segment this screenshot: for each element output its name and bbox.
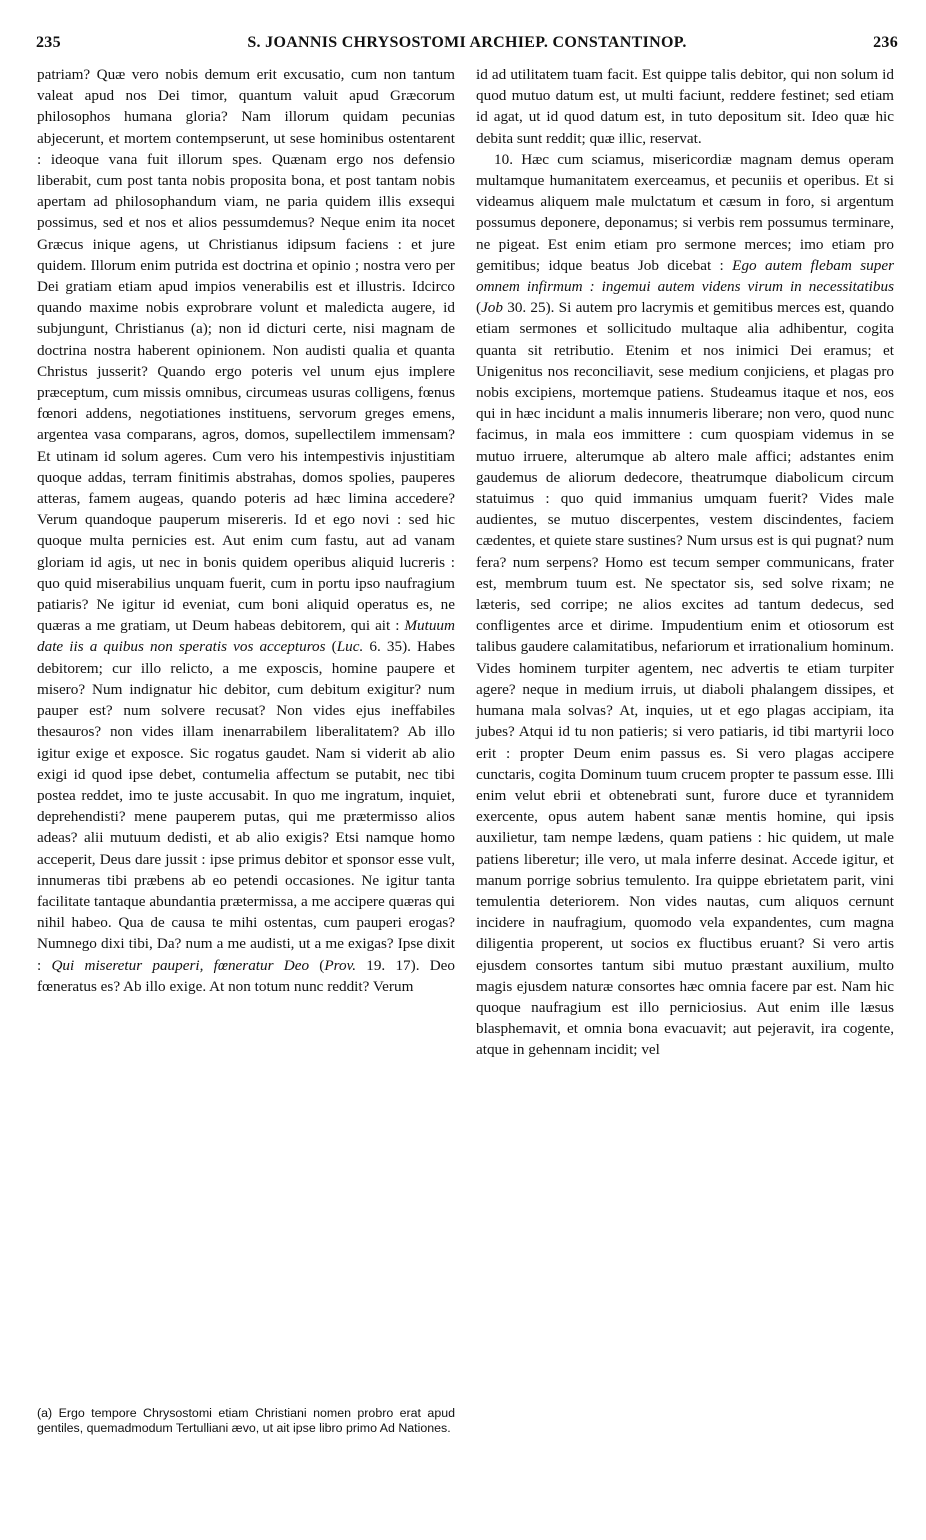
right-column [476,64,894,1061]
text-run: patriam? Quæ vero nobis demum erit excusatio, cum non tantum valeat apud nos Dei timor, quantum valuit apud Græcorum philosophos humana gloria? Nam illorum quidam pecunias abjecerunt, et mortem contempserunt, ut sese hominibus ostentarent : ideoque vana fuit illorum spes. Quænam ergo nos defensio liberabit, cum post tanta nobis proposita bona, et post tantam nobis apertam ad philosophandum viam, ne paria quidem illis exsequi possimus, sed et nos et alios pessumdemus? Neque enim ita nocet Græcus inique agens, ut Christianus idipsum faciens : et jure quidem. Illorum enim putrida est doctrina et opinio ; nostra vero per Dei gratiam etiam apud impios venerabilis est et illustris. Idcirco quando maxime nobis exprobrare volunt et maledicta augere, id subjungunt, Christianus (a); non id dicturi certe, nisi magnam de doctrina nostra haberent opinionem. Non audisti qualia et quanta Christus jusserit? Quando ergo poteris vel unum ejus implere præceptum, cum missis omnibus, circumeas usuras colligens, fœnus fœnori addens, negotiationes instituens, servorum greges emens, argentea vasa comparans, agros, domos, supellectilem immensam? Et utinam id solum ageres. Cum vero his intempestivis injustitiam quoque addas, terram finitimis abstrahas, domos spolies, pauperes atteras, famem augeas, quando poteris ad hæc limina accedere? Verum quandoque pauperum misereris. Id et ego novi : sed hic quoque multa pernicies est. Aut enim cum fastu, aut ad vanam gloriam id agis, ut nec in bonis quidem operibus aliquid lucreris : quo quid miserabilius unquam fuerit, cum in portu ipso naufragium patiaris? Ne igitur id eveniat, cum boni aliquid operatus es, ne quæras a me gratiam, ut Deum habeas debitorem, qui ait : [37,66,455,635]
text-run: 19. 17). Deo fœneratus es? Ab illo exige. At non totum nunc reddit? Verum [37,956,456,995]
text-run: 6. 35). Habes debitorem; cur illo relicto, a me exposcis, homine paupere et misero? Num indignatur hic debitor, cum debitum exigitur? num pauper est? num solvere recusat? Non vides ejus ineffabiles thesauros? non vides illam inenarrabilem liberalitatem? Ab illo igitur exige et exposce. Sic rogatus gaudet. Nam si viderit ab alio exigi id quod ipse debet, contumelia affectum se putabit, nec tibi postea reddet, imo te juste accusabit. In quo me ingratum, inquiet, deprehendisti? mene pauperem putas, qui me prætermisso alios adeas? alii mutuum dedisti, et ab alio exigis? Etsi namque homo acceperit, Deus dare jussit : ipse primus debitor et sponsor esse vult, innumeras tibi præbens ab eo petendi occasiones. Ne igitur tanta facilitate tantaque abundantia prætermissa, a me accipere quæras qui nihil habeo. Qua de causa te mihi ostentas, cum pauperi erogas? Numnego dixi tibi, Da? num a me audisti, ut a me exigas? Ipse dixit : [37,638,456,974]
scripture-quote: Mutuum date iis a quibus non speratis vos accepturos [37,617,455,656]
left-column [37,64,455,997]
scripture-quote: Qui miseretur pauperi, fœneratur Deo [51,956,310,974]
scripture-reference: Luc. [336,638,364,656]
text-run: ( [331,638,337,656]
running-title: S. JOANNIS CHRYSOSTOMI ARCHIEP. CONSTANTINOP. [247,34,687,51]
scripture-quote: Ego autem flebam super omnem infirmum : ingemui autem videns virum in necessitatibus [476,256,894,296]
text-run: ( [476,299,482,317]
page-header [36,34,898,58]
page-number-left: 235 [36,34,61,51]
right-paragraph-1: id ad utilitatem tuam facit. Est quippe talis debitor, qui non solum id quod mutuo datum est, ut multi faciunt, reddere festinet; sed etiam id agat, ut id quod datum est, in tuto depositum sit. Ideo quæ hic debita sunt reddit; quæ illic, reservat. [476,66,894,147]
right-paragraph-2 [476,149,894,1061]
text-run: 30. 25). Si autem pro lacrymis et gemitibus merces est, quando etiam sermones et sollicitudo multaque alia adhibentur, cogita quanta sit retributio. Etenim et nos inimici Dei eramus; et Unigenitus nos reconciliavit, sese medium conjiciens, et plagas pro nobis excipiens, mortemque patiens. Studeamus itaque et nos, eos qui in hæc incidunt a malis innumeris liberare; non vero, quod nunc facimus, in mala eos immittere : cum quospiam videmus in se mutuo irruere, alterumque ab altero male affici; adstantes enim gaudemus de aliorum dedecore, theatrumque diabolicum circum statuimus : quo quid immanius umquam fuerit? Vides male audientes, se mutuo discerpentes, vestem discindentes, faciem cædentes, et quiete stare sustines? Num ursus est is qui pugnat? num fera? num serpens? Homo est tecum semper communicans, frater est, membrum tuum est. Ne spectator sis, sed solve rixam; ne læteris, sed corripe; ne alios excites ad tantum dedecus, sed confligentes arce et dirime. Impudentium enim et otiosorum est talibus gaudere calamitatibus, nefariorum et irrationalium hominum. Vides hominem turpiter agentem, nec advertis te etiam turpiter agere? neque in medium irruis, ut diaboli phalangem dissipes, et humana mala solvas? At, inquies, ut et ego plagas accipiam, ita jubes? Atqui id tu non patieris; si vero patiaris, id tibi martyrii loco erit : propter Deum enim passus es. Si vero plagas accipere cunctaris, cogita Dominum tuum crucem propter te passum esse. Illi enim velut ebrii et obtenebrati sunt, furore duce et tyrannidem exercente, opus autem habent sanæ mentis homine, qui ipsis auxilietur, tam nempe lædens, quam patiens : hic quidem, ut male patiens liberetur; ille vero, ut mala inferre desinat. Accede igitur, et manum porrige sobrius temulento. Ira quippe ebrietatem parit, vini temulentia deteriorem. Non vides nautas, cum aliquos cernunt incidere in naufragium, quomodo vela expandentes, cum magna diligentia properent, ut socios ex fluctibus eruant? Si vero artis ejusdem consortes tantum sibi mutuo præstant auxilium, multo magis ejusdem naturæ consortes hæc omnia facere par est. Nam hic quoque naufragium est illo perniciosius. Aut enim ille læsus blasphemavit, et omnia bona evacuavit; aut pejeravit, ira cogente, atque in gehennam incidit; vel [476,299,894,1059]
text-run: 10. Hæc cum sciamus, misericordiæ magnam demus operam multamque humanitatem exerceamus, et pecuniis et operibus. Et si videamus aliquem male mulctatum et cæsum in foro, si argentum possumus deponere, deponamus; si verbis rem possumus terminare, ne pigeat. Est enim etiam pro sermone merces; imo etiam pro gemitibus; idque beatus Job dicebat : [476,150,894,274]
left-paragraph [37,64,455,997]
footnote: (a) Ergo tempore Chrysostomi etiam Christiani nomen probro erat apud gentiles, quemadmodum Tertulliani ævo, ut ait ipse libro primo Ad Nationes. [37,1406,455,1435]
scripture-reference: Job [481,299,503,317]
page-number-right: 236 [873,34,898,51]
scripture-reference: Prov. [324,956,356,974]
text-run: ( [319,956,325,974]
